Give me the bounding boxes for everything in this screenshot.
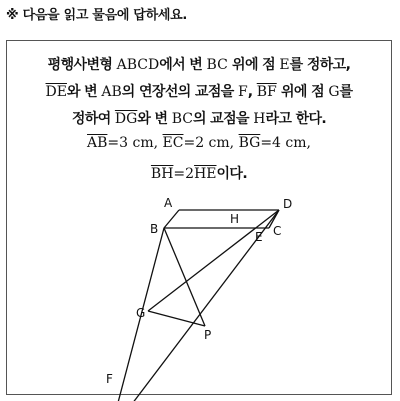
math-bc: BC [206, 57, 228, 73]
segment-de: $\overline{DE}$ [45, 84, 67, 100]
label-f: F [106, 372, 113, 386]
math-bc: BC [171, 111, 193, 127]
problem-line-1: 평행사변형 ABCD에서 변 BC 위에 점 E를 정하고, [47, 57, 351, 73]
segment-ab: $\overline{AB}$ [87, 135, 108, 151]
label-e: E [255, 230, 263, 244]
label-c: C [273, 224, 282, 238]
math-h: H [253, 111, 266, 127]
problem-line-2: $\overline{DE}$와 변 AB의 연장선의 교점을 F, $\overline{BF}$ 위에 점 G를 [45, 84, 353, 100]
label-a: A [164, 196, 173, 210]
label-h: H [230, 212, 240, 226]
math-e: E [279, 57, 290, 73]
math-g: G [328, 84, 340, 100]
math-f: F [238, 84, 248, 100]
instruction-text: ※ 다음을 읽고 물음에 답하세요. [6, 8, 187, 23]
label-b: B [150, 222, 159, 236]
label-g: G [136, 306, 146, 320]
label-p: P [204, 328, 212, 342]
segment-bg: $\overline{BG}$ [238, 135, 261, 151]
segment-he: $\overline{HE}$ [194, 166, 217, 182]
problem-line-5: $\overline{BH}=2\overline{HE}$이다. [150, 166, 248, 182]
geometry-figure [7, 191, 391, 401]
problem-box [6, 40, 392, 395]
segment-bf: $\overline{BF}$ [256, 84, 277, 100]
segment-bh: $\overline{BH}$ [150, 166, 174, 182]
segment-dg: $\overline{DG}$ [114, 111, 138, 127]
math-ab: AB [101, 84, 122, 100]
label-d: D [283, 197, 293, 211]
problem-line-3: 정하여 $\overline{DG}$와 변 BC의 교점을 H라고 한다. [71, 111, 327, 127]
problem-line-4: $\overline{AB}=3$ cm, $\overline{EC}=2$ cm, $\overline{BG}=4$ cm, [87, 135, 311, 151]
math-abcd: ABCD [116, 57, 160, 73]
line-bp [164, 228, 205, 326]
segment-ec: $\overline{EC}$ [162, 135, 184, 151]
